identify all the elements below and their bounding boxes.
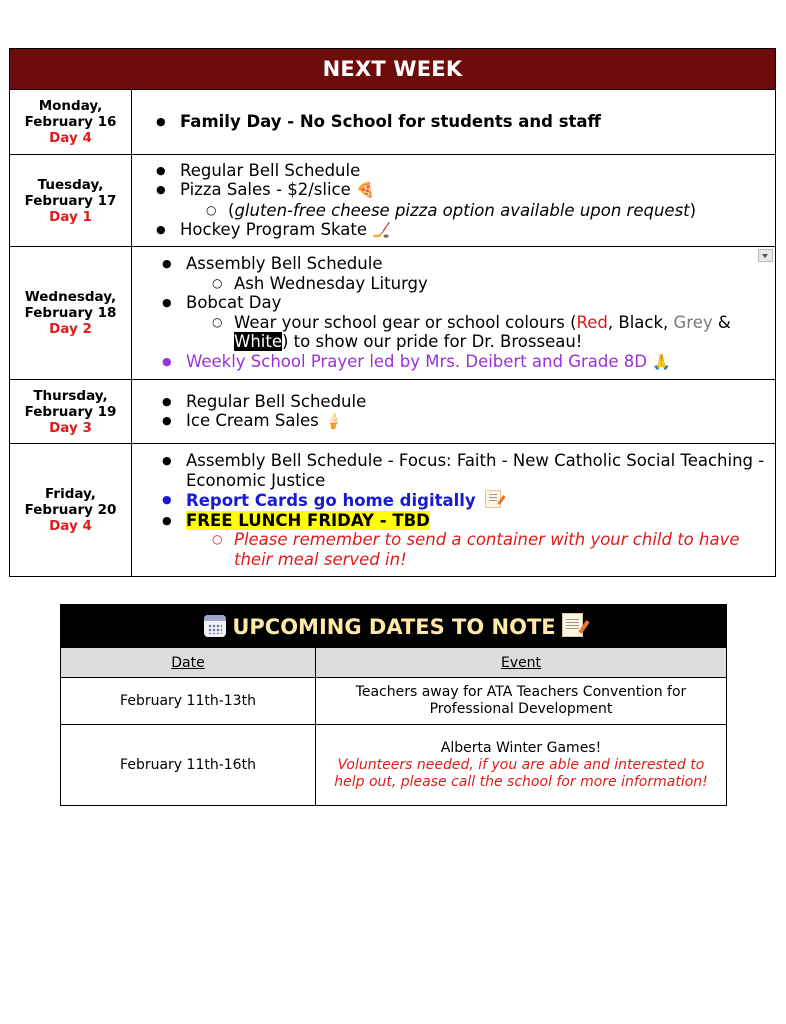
event-note: Volunteers needed, if you are able and interested to help out, please call the school for more information!	[334, 756, 708, 790]
day-number: Day 4	[49, 130, 92, 146]
bullet-list	[132, 451, 765, 569]
sub-list	[186, 530, 765, 569]
list-item	[132, 254, 765, 293]
day-date: February 16	[24, 114, 117, 130]
bullet-list	[132, 254, 765, 372]
report-cards-text: Report Cards go home digitally	[186, 491, 476, 510]
list-item-text: Pizza Sales - $2/slice	[180, 180, 351, 199]
day-label: Monday,	[38, 98, 103, 114]
list-item	[132, 411, 765, 432]
day-number: Day 4	[49, 518, 92, 534]
upcoming-heading-text: UPCOMING DATES TO NOTE	[232, 615, 556, 639]
ice-cream-icon: 🍦	[324, 412, 343, 430]
day-cell	[10, 444, 132, 577]
free-lunch-text: FREE LUNCH FRIDAY - TBD	[186, 510, 430, 530]
next-week-table	[9, 48, 776, 577]
sub-list-item: ○ Please remember to send a container with your child to have their meal served in!	[186, 530, 765, 569]
praying-hands-icon: 🙏	[652, 352, 671, 371]
list-item: ● Family Day - No School for students and staff	[132, 112, 765, 132]
wear-text: Wear your school gear or school colours (	[234, 312, 577, 332]
day-cell	[10, 247, 132, 380]
day-row-monday	[10, 90, 776, 155]
colour-white: White	[234, 332, 282, 351]
upcoming-dates-table	[60, 604, 727, 806]
day-label: Friday,	[45, 486, 96, 502]
bullet-list	[132, 112, 765, 132]
day-number: Day 2	[49, 321, 92, 337]
prayer-text: Weekly School Prayer led by Mrs. Deibert and Grade 8D	[186, 351, 647, 371]
upcoming-heading	[61, 605, 727, 648]
wear-text-end: ) to show our pride for Dr. Brosseau!	[281, 332, 583, 351]
column-header-event: Event	[316, 648, 727, 678]
sub-list-item: ○ Ash Wednesday Liturgy	[186, 274, 765, 294]
day-date: February 18	[24, 305, 117, 321]
bullet-list	[132, 392, 765, 432]
ampersand: &	[712, 312, 731, 332]
colour-black: , Black,	[607, 312, 674, 332]
list-item: ● Assembly Bell Schedule - Focus: Faith - New Catholic Social Teaching - Economic Justice	[132, 451, 765, 490]
list-item-text: Hockey Program Skate	[180, 220, 368, 239]
next-week-heading: NEXT WEEK	[10, 49, 776, 90]
day-cell	[10, 90, 132, 155]
list-item-text: Bobcat Day	[186, 293, 282, 312]
day-content	[132, 444, 776, 577]
event-date: February 11th-13th	[61, 678, 316, 725]
event-description: Teachers away for ATA Teachers Convention for Professional Development	[316, 678, 727, 725]
day-label: Thursday,	[33, 387, 108, 404]
column-header-date: Date	[61, 648, 316, 678]
list-item-text: Ice Cream Sales	[186, 411, 319, 430]
day-cell	[10, 155, 132, 247]
day-date: February 19	[24, 403, 117, 420]
memo-icon	[562, 613, 583, 637]
list-item: ● Regular Bell Schedule	[132, 392, 765, 412]
colour-grey: Grey	[673, 312, 713, 332]
list-item-text: Assembly Bell Schedule	[186, 254, 383, 273]
sub-list-item	[186, 313, 765, 352]
day-content	[132, 380, 776, 444]
event-cell	[316, 725, 727, 806]
day-row-tuesday	[10, 155, 776, 247]
day-label: Wednesday,	[24, 289, 117, 305]
day-number: Day 1	[49, 208, 92, 225]
day-content	[132, 90, 776, 155]
sub-list	[180, 201, 765, 221]
day-content	[132, 155, 776, 247]
day-label: Tuesday,	[37, 176, 104, 193]
list-item	[132, 293, 765, 352]
event-description: Alberta Winter Games!	[440, 739, 602, 756]
day-date: February 20	[24, 502, 117, 518]
event-date: February 11th-16th	[61, 725, 316, 806]
memo-icon	[485, 490, 501, 508]
list-item	[126, 220, 765, 241]
day-content	[132, 247, 776, 380]
day-cell	[10, 380, 132, 444]
list-item	[126, 180, 765, 220]
table-row	[61, 678, 727, 725]
sub-list	[186, 274, 765, 294]
day-date: February 17	[24, 192, 117, 209]
sub-list-item	[180, 201, 765, 221]
paren-open: (	[228, 200, 235, 220]
list-item: ● Regular Bell Schedule	[126, 161, 765, 181]
table-row	[61, 725, 727, 806]
day-row-friday	[10, 444, 776, 577]
day-row-thursday	[10, 380, 776, 444]
list-item	[132, 352, 765, 373]
hockey-stick-icon: 🏒	[372, 221, 391, 239]
paren-close: )	[689, 200, 697, 220]
pizza-icon: 🍕	[356, 181, 375, 199]
day-row-wednesday	[10, 247, 776, 380]
sub-list	[186, 313, 765, 352]
list-item	[132, 511, 765, 570]
colour-red: Red	[576, 312, 608, 332]
gluten-free-note: gluten-free cheese pizza option available upon request	[234, 200, 690, 220]
calendar-icon	[204, 615, 226, 637]
list-item	[132, 490, 765, 511]
bullet-list	[126, 161, 765, 241]
day-number: Day 3	[49, 419, 92, 436]
